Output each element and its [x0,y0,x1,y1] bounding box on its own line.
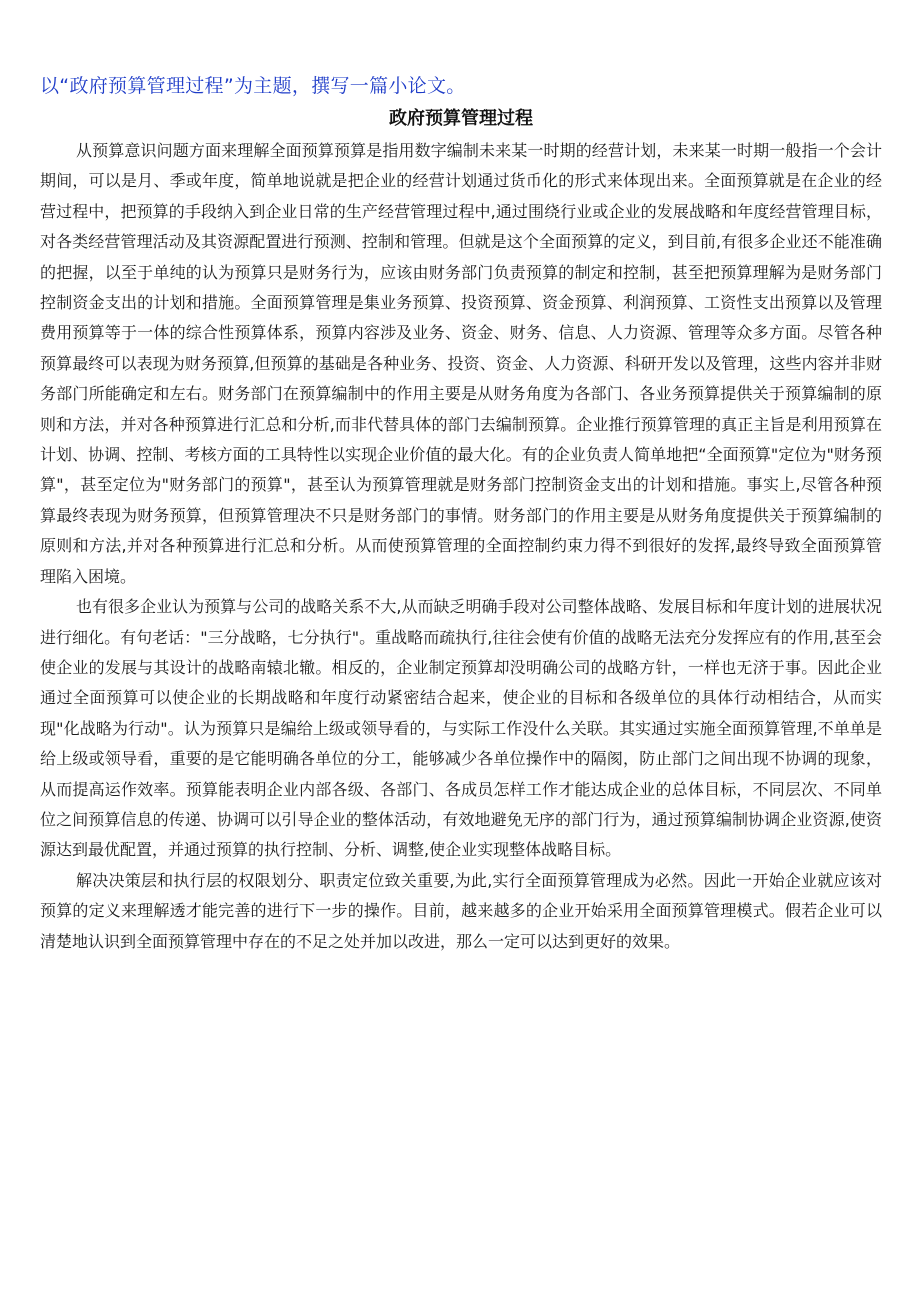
essay-prompt: 以“政府预算管理过程”为主题，撰写一篇小论文。 [40,75,466,97]
document-page [40,70,882,957]
paragraph-1: 从预算意识问题方面来理解全面预算预算是指用数字编制未来某一时期的经营计划，未来某一时期一般指一个会计期间，可以是月、季或年度，简单地说就是把企业的经营计划通过货币化的形式来体现出来。全面预算就是在企业的经营过程中，把预算的手段纳入到企业日常的生产经营管理过程中,通过围绕行业或企业的发展战略和年度经营管理目标，对各类经营管理活动及其资源配置进行预测、控制和管理。但就是这个全面预算的定义，到目前,有很多企业还不能准确的把握，以至于单纯的认为预算只是财务行为，应该由财务部门负责预算的制定和控制，甚至把预算理解为是财务部门控制资金支出的计划和措施。全面预算管理是集业务预算、投资预算、资金预算、利润预算、工资性支出预算以及管理费用预算等于一体的综合性预算体系，预算内容涉及业务、资金、财务、信息、人力资源、管理等众多方面。尽管各种预算最终可以表现为财务预算,但预算的基础是各种业务、投资、资金、人力资源、科研开发以及管理，这些内容并非财务部门所能确定和左右。财务部门在预算编制中的作用主要是从财务角度为各部门、各业务预算提供关于预算编制的原则和方法，并对各种预算进行汇总和分析,而非代替具体的部门去编制预算。企业推行预算管理的真正主旨是利用预算在计划、协调、控制、考核方面的工具特性以实现企业价值的最大化。有的企业负责人简单地把“全面预算"定位为"财务预算"，甚至定位为"财务部门的预算"，甚至认为预算管理就是财务部门控制资金支出的计划和措施。事实上,尽管各种预算最终表现为财务预算，但预算管理决不只是财务部门的事情。财务部门的作用主要是从财务角度提供关于预算编制的原则和方法,并对各种预算进行汇总和分析。从而使预算管理的全面控制约束力得不到很好的发挥,最终导致全面预算管理陷入困境。 [40,141,882,586]
essay-title: 政府预算管理过程 [389,108,533,129]
paragraph-3: 解决决策层和执行层的权限划分、职责定位致关重要,为此,实行全面预算管理成为必然。因此一开始企业就应该对预算的定义来理解透才能完善的进行下一步的操作。目前，越来越多的企业开始采用全面预算管理模式。假若企业可以清楚地认识到全面预算管理中存在的不足之处并加以改进，那么一定可以达到更好的效果。 [40,870,882,951]
paragraph-2: 也有很多企业认为预算与公司的战略关系不大,从而缺乏明确手段对公司整体战略、发展目标和年度计划的进展状况进行细化。有句老话："三分战略，七分执行"。重战略而疏执行,往往会使有价值的战略无法充分发挥应有的作用,甚至会使企业的发展与其设计的战略南辕北辙。相反的，企业制定预算却没明确公司的战略方针，一样也无济于事。因此企业通过全面预算可以使企业的长期战略和年度行动紧密结合起来，使企业的目标和各级单位的具体行动相结合，从而实现"化战略为行动"。认为预算只是编给上级或领导看的，与实际工作没什么关联。其实通过实施全面预算管理,不单单是给上级或领导看，重要的是它能明确各单位的分工，能够减少各单位操作中的隔阂，防止部门之间出现不协调的现象，从而提高运作效率。预算能表明企业内部各级、各部门、各成员怎样工作才能达成企业的总体目标，不同层次、不同单位之间预算信息的传递、协调可以引导企业的整体活动，有效地避免无序的部门行为，通过预算编制协调企业资源,使资源达到最优配置，并通过预算的执行控制、分析、调整,使企业实现整体战略目标。 [40,597,882,860]
